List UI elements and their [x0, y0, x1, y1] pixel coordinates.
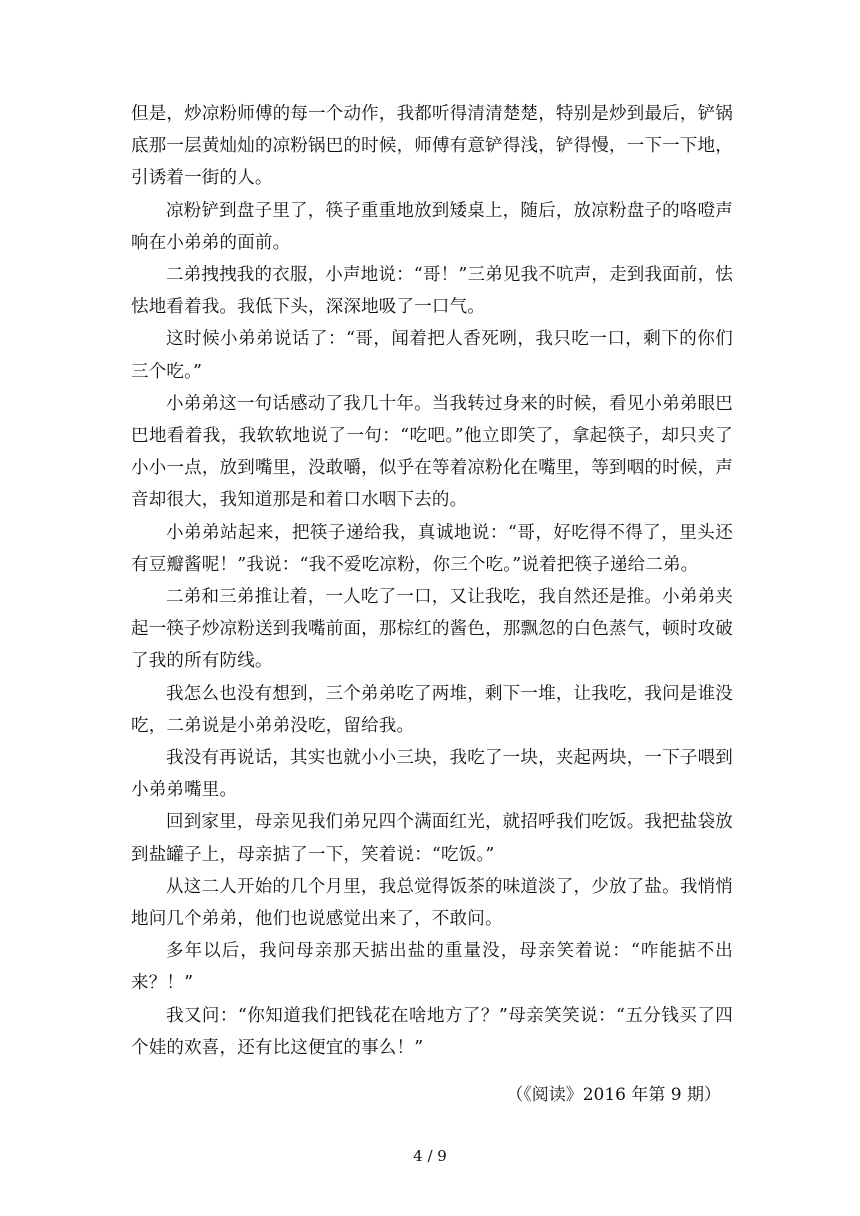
paragraph: 小弟弟这一句话感动了我几十年。当我转过身来的时候，看见小弟弟眼巴巴地看着我，我软软地说了一句：“吃吧。”他立即笑了，拿起筷子，却只夹了小小一点，放到嘴里，没敢嚼，似乎在等着凉粉化在嘴里，等到咽的时候，声音却很大，我知道那是和着口水咽下去的。	[131, 393, 733, 511]
paragraph: 这时候小弟弟说话了：“哥，闻着把人香死咧，我只吃一口，剩下的你们三个吃。”	[131, 329, 733, 382]
paragraph: 二弟和三弟推让着，一人吃了一口，又让我吃，我自然还是推。小弟弟夹起一筷子炒凉粉送到我嘴前面，那棕红的酱色，那飘忽的白色蒸气，顿时攻破了我的所有防线。	[131, 587, 733, 672]
paragraph: 凉粉铲到盘子里了，筷子重重地放到矮桌上，随后，放凉粉盘子的咯噔声响在小弟弟的面前。	[131, 200, 733, 253]
paragraph: 二弟拽拽我的衣服，小声地说：“哥！”三弟见我不吭声，走到我面前，怯怯地看着我。我低下头，深深地吸了一口气。	[131, 265, 733, 318]
paragraph: 我怎么也没有想到，三个弟弟吃了两堆，剩下一堆，让我吃，我问是谁没吃，二弟说是小弟弟没吃，留给我。	[131, 683, 733, 736]
paragraph: 小弟弟站起来，把筷子递给我，真诚地说：“哥，好吃得不得了，里头还有豆瓣酱呢！”我说：“我不爱吃凉粉，你三个吃。”说着把筷子递给二弟。	[131, 522, 733, 575]
page-number: 4 / 9	[413, 1147, 447, 1165]
article-body	[131, 98, 733, 1064]
paragraph: 回到家里，母亲见我们弟兄四个满面红光，就招呼我们吃饭。我把盐袋放到盐罐子上，母亲掂了一下，笑着说：“吃饭。”	[131, 812, 733, 865]
paragraph: 多年以后，我问母亲那天掂出盐的重量没，母亲笑着说：“咋能掂不出来？！”	[131, 941, 733, 994]
source-citation: （《阅读》2016 年第 9 期）	[506, 1085, 721, 1105]
paragraph: 我没有再说话，其实也就小小三块，我吃了一块，夹起两块，一下子喂到小弟弟嘴里。	[131, 748, 733, 801]
paragraph: 但是，炒凉粉师傅的每一个动作，我都听得清清楚楚，特别是炒到最后，铲锅底那一层黄灿灿的凉粉锅巴的时候，师傅有意铲得浅，铲得慢，一下一下地，引诱着一街的人。	[131, 104, 733, 189]
paragraph: 我又问：“你知道我们把钱花在啥地方了？”母亲笑笑说：“五分钱买了四个娃的欢喜，还有比这便宜的事么！”	[131, 1005, 733, 1058]
paragraph: 从这二人开始的几个月里，我总觉得饭茶的味道淡了，少放了盐。我悄悄地问几个弟弟，他们也说感觉出来了，不敢问。	[131, 876, 733, 930]
